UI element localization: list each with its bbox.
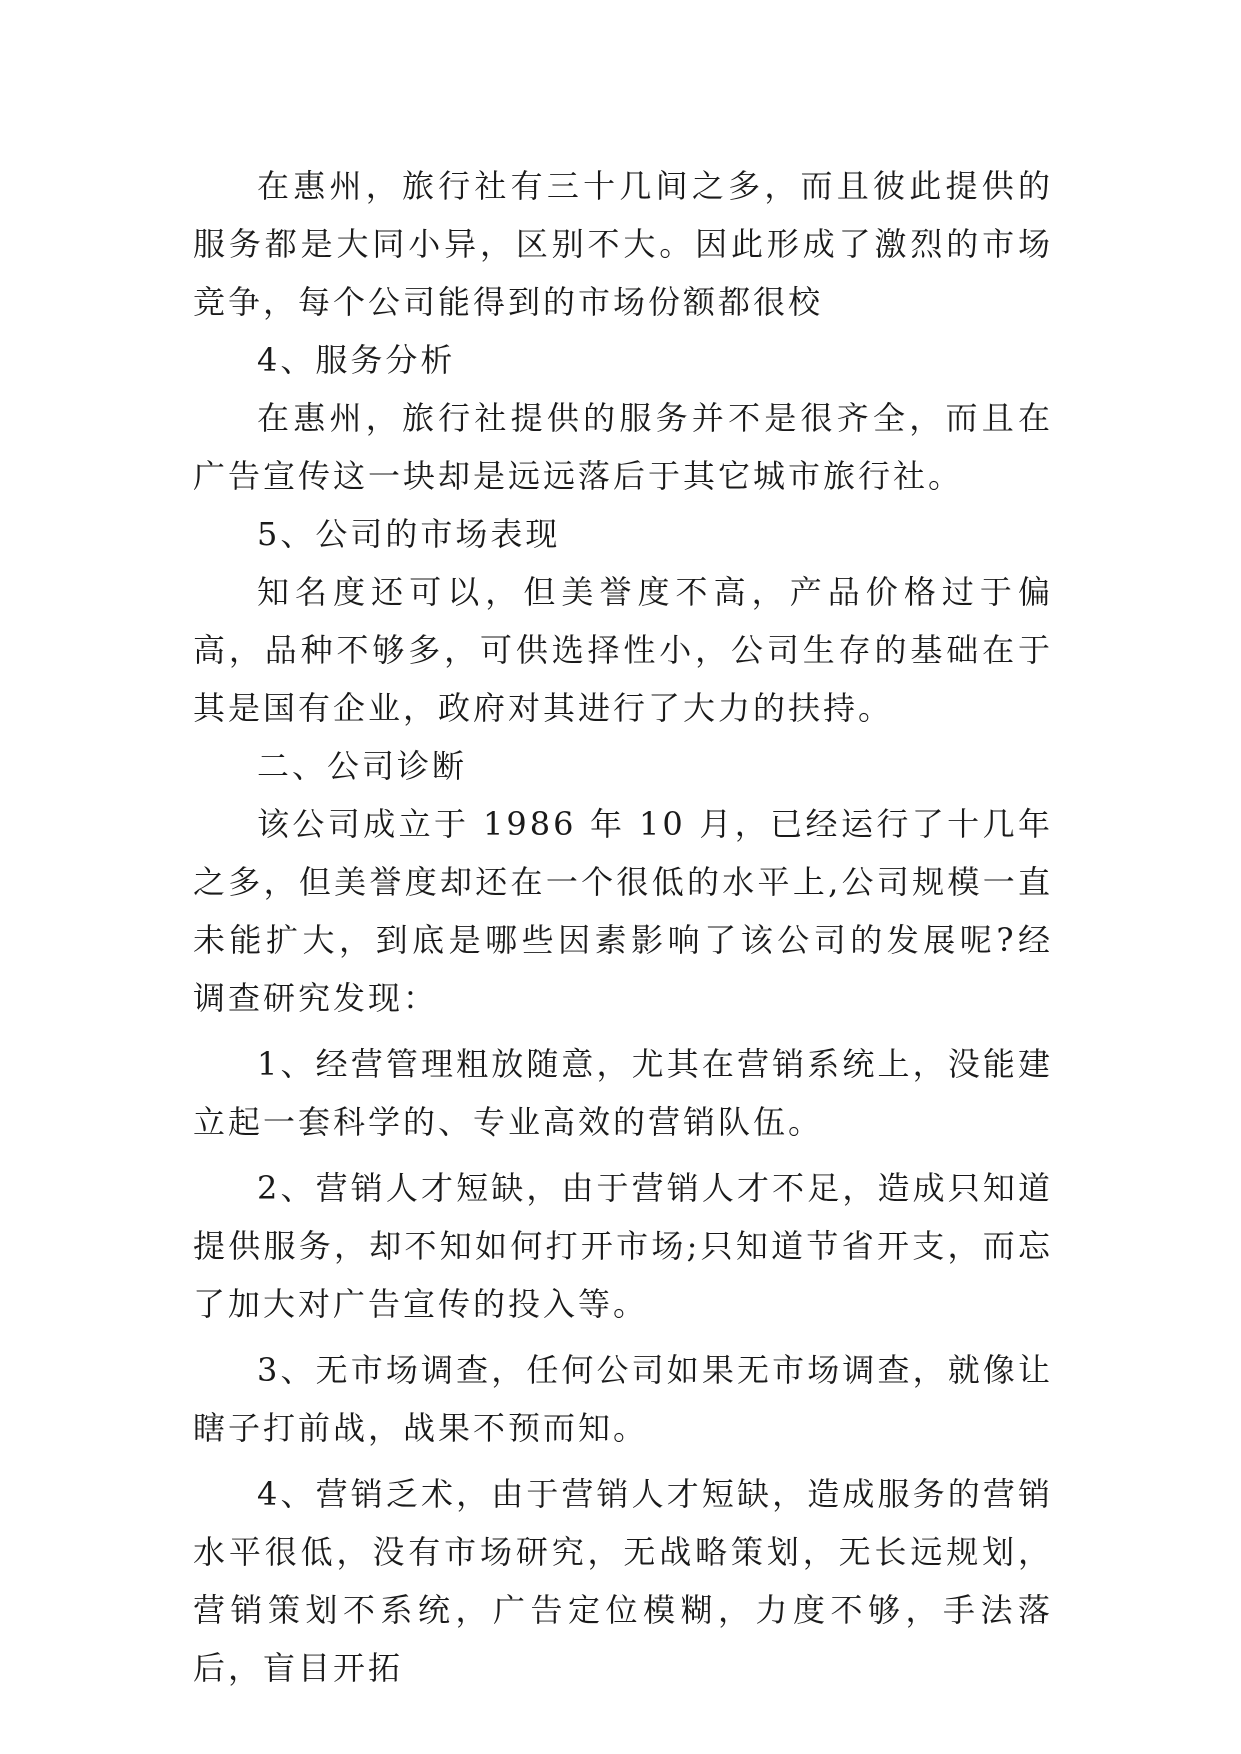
list-item-marketing-weakness: 4、营销乏术，由于营销人才短缺，造成服务的营销水平很低，没有市场研究，无战略策划，无长远规划，营销策划不系统，广告定位模糊，力度不够，手法落后，盲目开拓 xyxy=(193,1475,1053,1687)
paragraph-company-diagnosis: 该公司成立于 1986 年 10 月，已经运行了十几年之多，但美誉度却还在一个很低的水平上,公司规模一直未能扩大，到底是哪些因素影响了该公司的发展呢?经调查研究发现： xyxy=(193,805,1053,1017)
list-item-no-market-research: 3、无市场调查，任何公司如果无市场调查，就像让瞎子打前战，战果不预而知。 xyxy=(193,1351,1053,1447)
heading-company-diagnosis: 二、公司诊断 xyxy=(257,747,468,785)
list-item-management: 1、经营管理粗放随意，尤其在营销系统上，没能建立起一套科学的、专业高效的营销队伍。 xyxy=(193,1045,1053,1141)
paragraph-service-analysis: 在惠州，旅行社提供的服务并不是很齐全，而且在广告宣传这一块却是远远落后于其它城市旅行社。 xyxy=(193,399,1053,495)
document-body xyxy=(193,157,1053,1697)
list-item-talent-shortage: 2、营销人才短缺，由于营销人才不足，造成只知道提供服务，却不知如何打开市场;只知道节省开支，而忘了加大对广告宣传的投入等。 xyxy=(193,1169,1053,1323)
heading-service-analysis: 4、服务分析 xyxy=(257,341,456,379)
paragraph-market-competition: 在惠州，旅行社有三十几间之多，而且彼此提供的服务都是大同小异，区别不大。因此形成了激烈的市场竞争，每个公司能得到的市场份额都很校 xyxy=(193,167,1053,321)
paragraph-market-performance: 知名度还可以，但美誉度不高，产品价格过于偏高，品种不够多，可供选择性小，公司生存的基础在于其是国有企业，政府对其进行了大力的扶持。 xyxy=(193,573,1053,727)
heading-market-performance: 5、公司的市场表现 xyxy=(257,515,561,553)
